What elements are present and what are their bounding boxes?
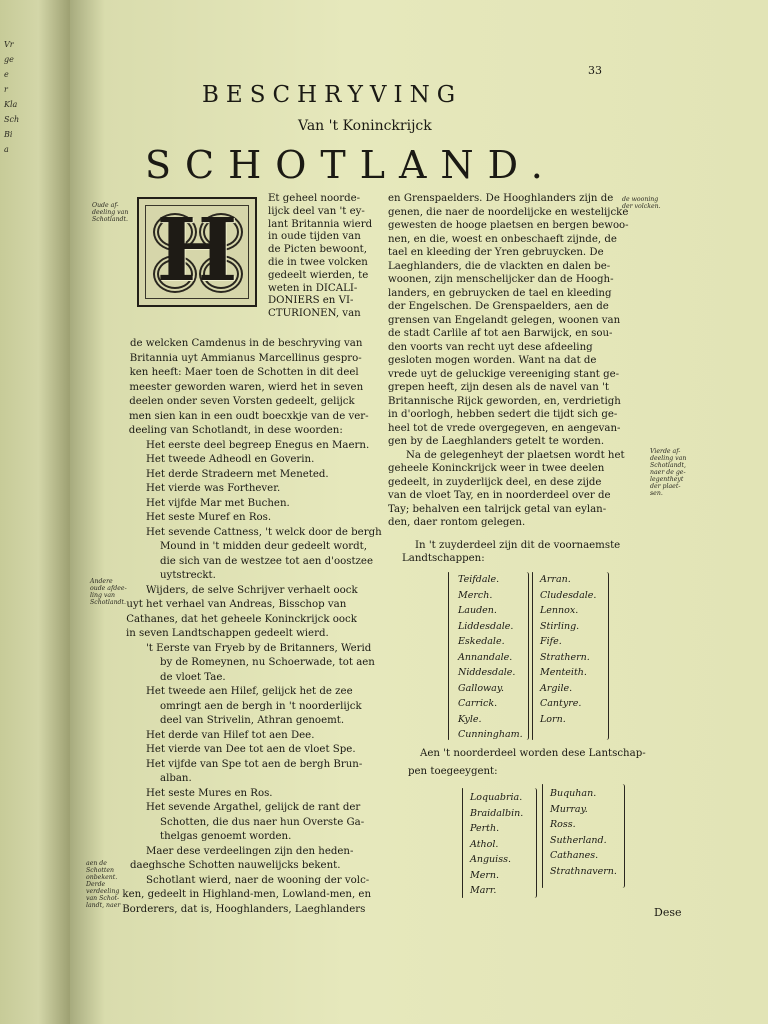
south-list-brace	[524, 572, 529, 740]
column-left-line: 't Eerste van Fryeb by de Britanners, Werid	[146, 643, 372, 654]
margin-note-line: aen de	[86, 860, 107, 867]
column-left-line: gedeelt wierden, te	[268, 270, 369, 281]
margin-note-vierde-afdeeling	[650, 448, 686, 497]
column-left-line: deelen onder seven Vorsten gedeelt, gelijck	[129, 396, 355, 407]
column-right-line: geheele Koninckrijck weer in twee deelen	[388, 463, 605, 474]
column-left-line: thelgas genoemt worden.	[160, 831, 292, 842]
margin-note-line: verdeeling	[86, 888, 120, 895]
north-region-item: Loquabria.	[470, 792, 523, 803]
south-region-item: Cunningham.	[458, 729, 523, 740]
left-margin-fragment: r	[4, 85, 8, 94]
column-right-line: Tay; behalven een talrijck getal van eylan-	[388, 504, 607, 515]
column-right-line: nen, en die, woest en onbeschaeft zijnde, de	[388, 234, 617, 245]
column-left-line: Het vierde was Forthever.	[146, 483, 281, 494]
margin-note-line: Vierde af-	[650, 448, 681, 455]
column-left-line: ken, gedeelt in Highland-men, Lowland-men, en	[122, 889, 372, 900]
margin-note-line: Andere	[90, 578, 113, 585]
column-left-line: weten in DICALI-	[268, 283, 358, 294]
margin-note-wooning	[622, 196, 661, 210]
column-left-line: Britannia uyt Ammianus Marcellinus gespro-	[129, 353, 362, 364]
south-region-item: Argile.	[540, 682, 573, 694]
south-region-item: Stirling.	[540, 620, 580, 632]
margin-note-line: naer de ge-	[650, 469, 686, 476]
column-right-line: Laeghlanders, die de vlackten en dalen be-	[388, 261, 611, 272]
south-region-item: Lennox.	[540, 605, 579, 616]
column-left-line: Borderers, dat is, Hooghlanders, Laeghlanders	[122, 904, 366, 915]
south-region-item: Liddesdale.	[458, 620, 514, 632]
column-left-line: daeghsche Schotten nauwelijcks bekent.	[130, 860, 341, 871]
south-list-brace	[532, 572, 533, 740]
north-list-brace	[532, 788, 537, 898]
left-margin-fragment: Bi	[4, 130, 13, 139]
margin-note-line: Derde	[86, 881, 106, 888]
left-margin-fragment: Vr	[4, 40, 14, 49]
column-left-line: omringt aen de bergh in 't noorderlijck	[160, 701, 362, 712]
north-list-brace	[542, 784, 543, 888]
margin-note-line: legentheyt	[650, 476, 684, 483]
column-left-line: Het derde Stradeern met Meneted.	[146, 469, 329, 480]
margin-note-line: onbekent.	[86, 874, 118, 881]
column-right-line: tael en kleeding der Yren gebruycken. De	[388, 247, 604, 258]
north-region-item: Mern.	[470, 869, 500, 881]
column-left-line: Het derde van Hilef tot aen Dee.	[146, 730, 315, 741]
margin-note-line: der volcken.	[622, 203, 661, 210]
south-region-item: Kyle.	[458, 713, 482, 725]
column-right-line: gewesten de hooge plaetsen en bergen bewoo-	[388, 220, 629, 231]
page-number: 33	[588, 64, 602, 77]
north-region-item: Marr.	[470, 885, 497, 896]
margin-note-oude-afdeeling	[92, 202, 128, 223]
column-left-line: de Picten bewoont,	[268, 244, 367, 255]
margin-note-andere-afdeeling	[90, 578, 127, 606]
column-right-line: grensen van Engelandt gelegen, woonen van	[388, 315, 621, 326]
north-regions-col1	[470, 790, 523, 899]
north-region-item: Buquhan.	[550, 788, 597, 799]
column-left-line: Schotten, die dus naer hun Overste Ga-	[160, 817, 365, 828]
left-margin-fragment: a	[4, 145, 9, 154]
left-margin-fragment: Sch	[4, 115, 20, 124]
left-page-edge	[0, 0, 70, 1024]
south-region-item: Arran.	[540, 574, 571, 585]
column-left-line: DONIERS en VI-	[268, 295, 354, 306]
left-page-margin-text	[4, 40, 19, 160]
south-region-item: Cludesdale.	[540, 589, 597, 601]
south-intro-line: In 't zuyderdeel zijn dit de voornaemste	[415, 540, 621, 551]
north-list-brace	[462, 788, 463, 898]
south-region-item: Fife.	[540, 636, 562, 647]
margin-note-line: Schotten	[86, 867, 115, 874]
column-right-line: heel tot de vrede overgegeven, en aengevan-	[388, 423, 621, 434]
column-left-line: men sien kan in een oudt boecxkje van de ver-	[129, 411, 369, 422]
column-right-line: gesloten mogen worden. Want na dat de	[388, 355, 597, 366]
column-right-line: gen by de Laeghlanders getelt te worden.	[388, 436, 605, 447]
north-region-item: Athol.	[470, 838, 499, 850]
drop-cap-letter: H	[156, 200, 238, 301]
column-right-line: grepen heeft, zijn desen als de navel van 't	[388, 382, 609, 393]
column-left-line: uyt het verhael van Andreas, Bisschop van	[126, 599, 347, 610]
south-region-item: Carrick.	[458, 698, 498, 709]
column-left-line: die sich van de westzee tot aen d'oostzee	[160, 556, 373, 567]
title-beschryving: BESCHRYVING	[202, 82, 463, 108]
column-left-line: Het seste Muref en Ros.	[146, 512, 272, 523]
column-left-line: in oude tijden van	[268, 231, 361, 242]
catchword: Dese	[654, 906, 682, 919]
south-region-item: Lauden.	[458, 605, 497, 616]
margin-note-line: sen.	[650, 490, 663, 497]
column-left-line: lant Britannia wierd	[268, 219, 373, 230]
column-right-line: de stadt Carlile af tot aen Barwijck, en sou-	[388, 328, 613, 339]
south-region-item: Annandale.	[458, 651, 513, 663]
subtitle-koninckrijck: Van 't Koninckrijck	[298, 118, 432, 134]
margin-note-onbekent	[86, 860, 120, 909]
column-left-line: Mound in 't midden deur gedeelt wordt,	[160, 541, 367, 552]
south-intro-line: Landtschappen:	[402, 553, 485, 564]
margin-note-line: Oude af-	[92, 202, 119, 209]
margin-note-line: landt, naer	[86, 902, 121, 909]
south-regions-col1	[458, 572, 523, 743]
margin-note-line: deeling van	[92, 209, 129, 216]
column-left-line: Het vierde van Dee tot aen de vloet Spe.	[146, 744, 356, 755]
north-region-item: Perth.	[470, 823, 500, 834]
south-region-item: Lorn.	[540, 713, 566, 725]
column-right-line: en Grenspaelders. De Hooghlanders zijn de	[388, 193, 614, 204]
north-region-item: Sutherland.	[550, 834, 607, 846]
north-intro-line: pen toegeeygent:	[408, 766, 498, 777]
column-left-line: Maer dese verdeelingen zijn den heden-	[146, 846, 354, 857]
column-left-line: deeling van Schotlandt, in dese woorden:	[128, 425, 343, 436]
column-left-line: Het seste Mures en Ros.	[146, 788, 273, 799]
column-right-line: genen, die naer de noordelijcke en westelijcke	[388, 207, 629, 218]
title-schotland: SCHOTLAND.	[145, 143, 557, 187]
south-region-item: Merch.	[458, 589, 493, 601]
north-region-item: Strathnavern.	[550, 865, 617, 877]
column-left-line: de welcken Camdenus in de beschryving van	[130, 338, 363, 349]
column-right-line: van de vloet Tay, en in noorderdeel over de	[388, 490, 611, 501]
column-left-line: Het vijfde van Spe tot aen de bergh Brun-	[146, 759, 363, 770]
column-right-line: landers, en gebruycken de tael en kleeding	[388, 288, 612, 299]
north-intro-line: Aen 't noorderdeel worden dese Lantschap-	[420, 748, 646, 759]
left-margin-fragment: Kla	[4, 100, 18, 109]
column-left-line: CTURIONEN, van	[268, 308, 361, 319]
left-margin-fragment: e	[4, 70, 9, 79]
column-right-line: den voorts van recht uyt dese afdeeling	[388, 342, 593, 353]
column-left-line: Het eerste deel begreep Enegus en Maern.	[146, 440, 370, 451]
column-left-line: Het vijfde Mar met Buchen.	[146, 498, 290, 509]
margin-note-line: der plaet-	[650, 483, 681, 490]
north-regions-col2	[550, 786, 617, 879]
column-right-line: vrede uyt de geluckige vereeniging stant ge-	[388, 369, 620, 380]
margin-note-line: Schotlandt.	[90, 599, 126, 606]
south-region-item: Niddesdale.	[458, 667, 516, 678]
column-left-line: Het sevende Cattness, 't welck door de bergh	[146, 527, 382, 538]
north-region-item: Anguiss.	[470, 854, 511, 865]
column-left-line: de vloet Tae.	[160, 672, 226, 683]
column-left-line: ken heeft: Maer toen de Schotten in dit deel	[129, 367, 359, 378]
margin-note-line: de wooning	[622, 196, 659, 203]
column-left-line: in seven Landtschappen gedeelt wierd.	[126, 628, 329, 639]
margin-note-line: van Schot-	[86, 895, 120, 902]
column-right-line: Na de gelegenheyt der plaetsen wordt het	[406, 450, 625, 461]
column-left-line: Et geheel noorde-	[268, 193, 361, 204]
column-right-line: den, daer rontom gelegen.	[388, 517, 526, 528]
column-left-line: Schotlant wierd, naer de wooning der volc-	[146, 875, 370, 886]
north-region-item: Braidalbin.	[470, 807, 524, 819]
south-list-brace	[604, 572, 609, 740]
column-left-line: by de Romeynen, nu Schoerwade, tot aen	[160, 657, 375, 668]
column-left-line: Het tweede Adheodl en Goverin.	[146, 454, 315, 465]
north-region-item: Cathanes.	[550, 850, 599, 861]
column-right-line: woonen, zijn menschelijcker dan de Hoogh-	[388, 274, 614, 285]
column-left-line: Het sevende Argathel, gelijck de rant der	[146, 802, 361, 813]
south-region-item: Cantyre.	[540, 698, 582, 709]
column-left-line: deel van Strivelin, Athran genoemt.	[160, 715, 345, 726]
south-region-item: Eskedale.	[458, 636, 505, 647]
column-left-line: Cathanes, dat het geheele Koninckrijck oock	[126, 614, 357, 625]
margin-note-line: deeling van	[650, 455, 687, 462]
south-region-item: Menteith.	[540, 667, 587, 678]
south-region-item: Teifdale.	[458, 574, 500, 585]
south-list-brace	[448, 572, 449, 740]
south-region-item: Strathern.	[540, 651, 590, 663]
column-left-line: lijck deel van 't ey-	[268, 206, 365, 217]
column-left-line: alban.	[160, 773, 192, 784]
margin-note-line: Schotlandt.	[92, 216, 128, 223]
margin-note-line: oude afdee-	[90, 585, 127, 592]
north-list-brace	[620, 784, 625, 888]
column-left-line: uytstreckt.	[160, 570, 216, 581]
column-left-line: meester geworden waren, wierd het in seven	[129, 382, 364, 393]
column-right-line: gedeelt, in zuyderlijck deel, en dese zijde	[388, 477, 602, 488]
column-right-line: in d'oorlogh, hebben sedert die tijdt sich ge-	[388, 409, 618, 420]
left-margin-fragment: ge	[4, 55, 14, 64]
column-right-line: der Engelschen. De Grenspaelders, aen de	[388, 301, 609, 312]
ornamental-drop-cap	[137, 197, 257, 307]
north-region-item: Murray.	[550, 803, 588, 815]
column-right-line: Britannische Rijck geworden, en, verdrietigh	[388, 396, 621, 407]
column-left-line: die in twee volcken	[268, 257, 368, 268]
column-left-line: Wijders, de selve Schrijver verhaelt oock	[146, 585, 358, 596]
margin-note-line: Schotlandt,	[650, 462, 686, 469]
north-region-item: Ross.	[550, 819, 576, 830]
south-region-item: Galloway.	[458, 682, 504, 694]
margin-note-line: ling van	[90, 592, 116, 599]
column-left-line: Het tweede aen Hilef, gelijck het de zee	[146, 686, 353, 697]
south-regions-col2	[540, 572, 596, 727]
